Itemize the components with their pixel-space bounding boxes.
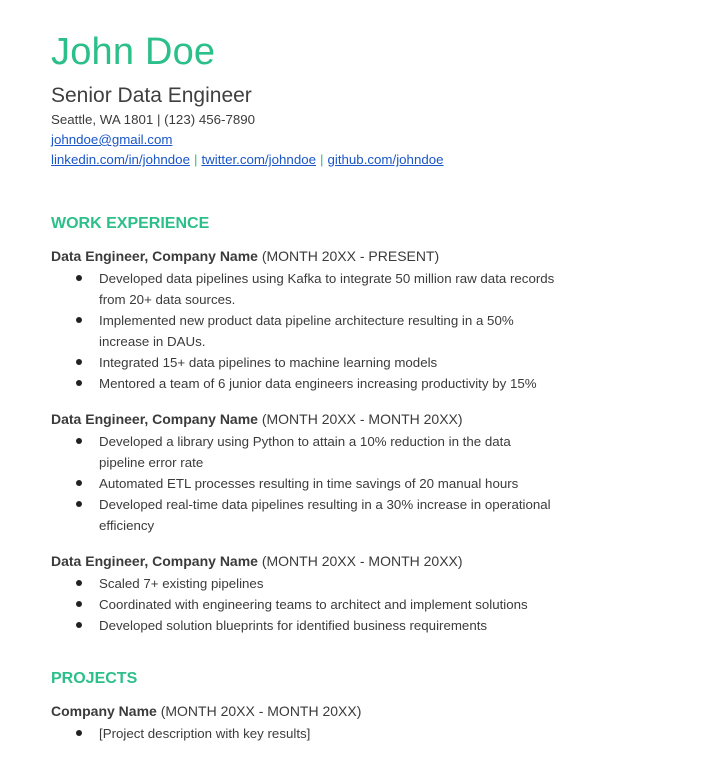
bullet-icon <box>76 622 82 628</box>
social-links <box>51 150 671 170</box>
email-link[interactable]: johndoe@gmail.com <box>51 132 173 147</box>
job-dates: (MONTH 20XX - MONTH 20XX) <box>257 553 463 569</box>
bullet-icon <box>76 601 82 607</box>
job-header <box>51 408 671 430</box>
job-header <box>51 550 671 572</box>
bullet-item <box>51 352 559 373</box>
location-phone: Seattle, WA 1801 | (123) 456-7890 <box>51 112 256 127</box>
link-separator: | <box>193 152 198 167</box>
project-bullets <box>51 723 671 744</box>
job-bullets <box>51 431 671 536</box>
bullet-icon <box>76 359 82 365</box>
bullet-icon <box>76 438 82 444</box>
candidate-title: Senior Data Engineer <box>51 84 252 107</box>
project-header <box>51 700 671 722</box>
bullet-icon <box>76 501 82 507</box>
work-experience-section <box>51 213 671 636</box>
bullet-text: Developed data pipelines using Kafka to integrate 50 million raw data records from 20+ data sources. <box>99 271 555 307</box>
github-link[interactable]: github.com/johndoe <box>327 152 444 167</box>
project-company: Company Name <box>51 703 157 719</box>
bullet-text: Scaled 7+ existing pipelines <box>99 576 264 591</box>
bullet-icon <box>76 730 82 736</box>
job-dates: (MONTH 20XX - MONTH 20XX) <box>257 411 463 427</box>
bullet-item <box>51 310 559 352</box>
job-entry <box>51 550 671 636</box>
projects-section <box>51 668 671 744</box>
bullet-text: Developed a library using Python to attain a 10% reduction in the data pipeline error rate <box>99 434 511 470</box>
resume-page <box>51 28 671 758</box>
section-heading-projects: PROJECTS <box>51 670 138 687</box>
section-heading-work: WORK EXPERIENCE <box>51 215 210 232</box>
job-entry <box>51 408 671 536</box>
bullet-icon <box>76 275 82 281</box>
job-role: Data Engineer, Company Name <box>51 553 258 569</box>
linkedin-link[interactable]: linkedin.com/in/johndoe <box>51 152 190 167</box>
bullet-item <box>51 594 559 615</box>
bullet-icon <box>76 480 82 486</box>
bullet-text: [Project description with key results] <box>99 726 311 741</box>
project-entry <box>51 700 671 744</box>
resume-header <box>51 28 671 170</box>
bullet-item <box>51 431 559 473</box>
bullet-item <box>51 723 559 744</box>
bullet-text: Developed real-time data pipelines resulting in a 30% increase in operational efficiency <box>99 497 551 533</box>
bullet-item <box>51 615 559 636</box>
job-bullets <box>51 268 671 394</box>
job-bullets <box>51 573 671 636</box>
job-role: Data Engineer, Company Name <box>51 248 258 264</box>
job-dates: (MONTH 20XX - PRESENT) <box>257 248 440 264</box>
bullet-text: Automated ETL processes resulting in time savings of 20 manual hours <box>99 476 519 491</box>
project-dates: (MONTH 20XX - MONTH 20XX) <box>156 703 362 719</box>
twitter-link[interactable]: twitter.com/johndoe <box>201 152 316 167</box>
bullet-icon <box>76 580 82 586</box>
job-header <box>51 245 671 267</box>
bullet-item <box>51 268 559 310</box>
job-role: Data Engineer, Company Name <box>51 411 258 427</box>
bullet-item <box>51 473 559 494</box>
bullet-text: Developed solution blueprints for identified business requirements <box>99 618 488 633</box>
bullet-text: Implemented new product data pipeline architecture resulting in a 50% increase in DAUs. <box>99 313 514 349</box>
bullet-item <box>51 573 559 594</box>
email-row <box>51 130 671 150</box>
bullet-item <box>51 373 559 394</box>
bullet-text: Mentored a team of 6 junior data engineers increasing productivity by 15% <box>99 376 537 391</box>
bullet-item <box>51 494 559 536</box>
link-separator: | <box>320 152 324 167</box>
bullet-text: Integrated 15+ data pipelines to machine learning models <box>99 355 438 370</box>
bullet-icon <box>76 380 82 386</box>
candidate-name: John Doe <box>51 31 216 73</box>
bullet-icon <box>76 317 82 323</box>
job-entry <box>51 245 671 394</box>
bullet-text: Coordinated with engineering teams to architect and implement solutions <box>99 597 528 612</box>
